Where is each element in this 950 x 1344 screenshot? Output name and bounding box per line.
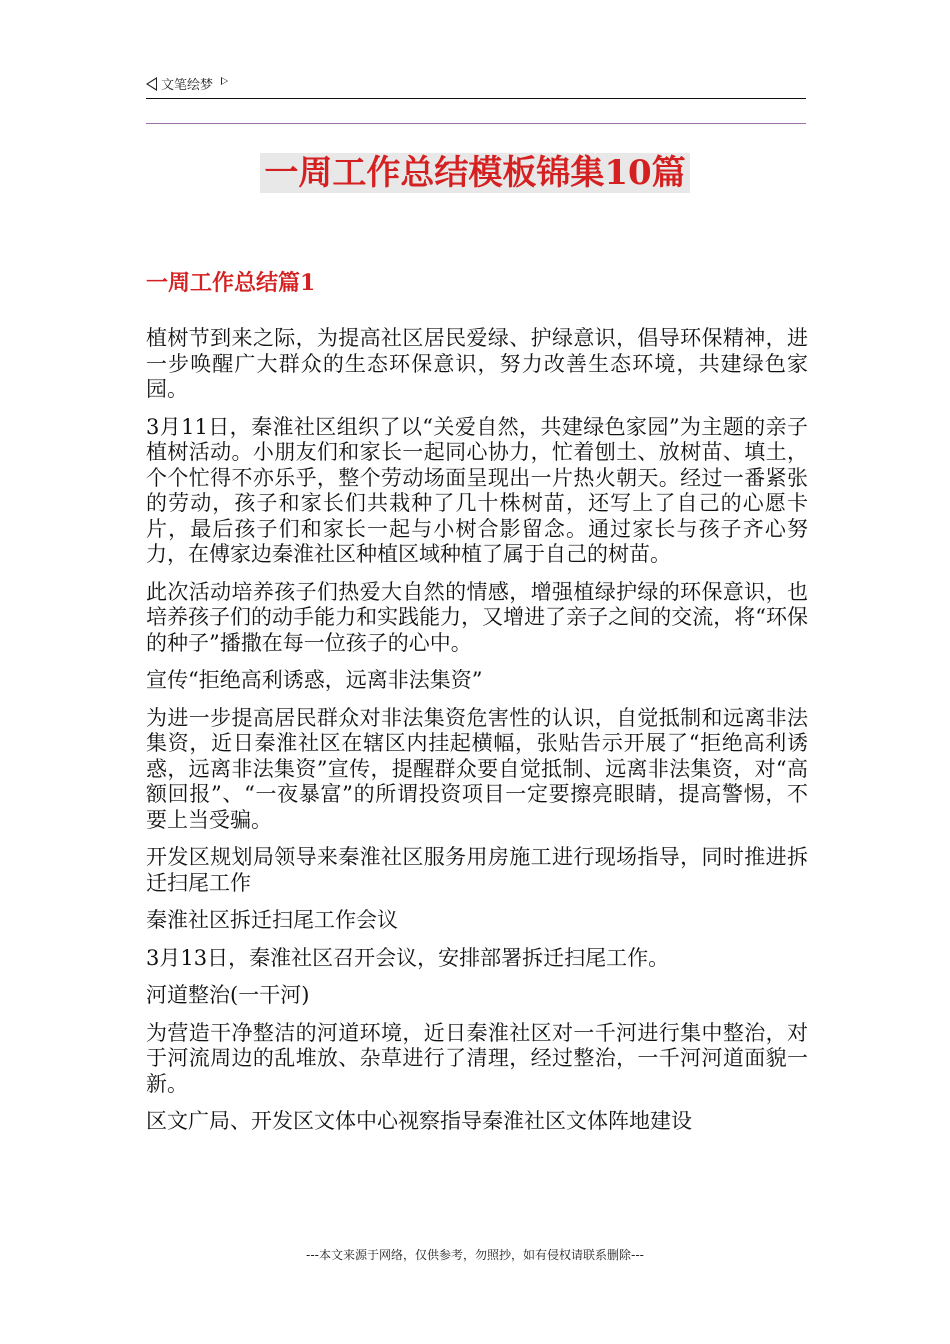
section-heading: 一周工作总结篇1: [146, 270, 316, 296]
page-footer: ---本文来源于网络，仅供参考，勿照抄，如有侵权请联系删除---: [306, 1248, 644, 1262]
paragraph: 区文广局、开发区文体中心视察指导秦淮社区文体阵地建设: [146, 1109, 692, 1133]
body-content: [146, 326, 808, 1147]
paragraph: 宣传“拒绝高利诱惑，远离非法集资”: [146, 668, 483, 692]
title-divider: [146, 123, 806, 124]
document-title-text: 一周工作总结模板锦集10篇: [260, 153, 689, 193]
paragraph: 3月11日，秦淮社区组织了以“关爱自然，共建绿色家园”为主题的亲子植树活动。小朋友们和家长一起同心协力，忙着刨土、放树苗、填土，个个忙得不亦乐乎，整个劳动场面呈现出一片热火朝天。经过一番紧张的劳动，孩子和家长们共栽种了几十株树苗，还写上了自己的心愿卡片，最后孩子们和家长一起与小树合影留念。通过家长与孩子齐心努力，在傅家边秦淮社区种植区域种植了属于自己的树苗。: [146, 414, 808, 566]
paragraph: 为进一步提高居民群众对非法集资危害性的认识，自觉抵制和远离非法集资，近日秦淮社区在辖区内挂起横幅，张贴告示开展了“拒绝高利诱惑，远离非法集资”宣传，提醒群众要自觉抵制、远离非法集资，对“高额回报”、“一夜暴富”的所谓投资项目一定要擦亮眼睛，提高警惕，不要上当受骗。: [146, 705, 808, 832]
header-divider: [146, 98, 806, 99]
paragraph: 秦淮社区拆迁扫尾工作会议: [146, 908, 398, 932]
header-logo-text: 文笔绘梦: [161, 78, 214, 93]
paragraph: 开发区规划局领导来秦淮社区服务用房施工进行现场指导，同时推进拆迁扫尾工作: [146, 845, 808, 895]
triangle-left-icon: [146, 77, 157, 91]
paragraph: 河道整治(一干河): [146, 983, 310, 1007]
document-title: [0, 150, 950, 196]
page-header: [146, 72, 806, 98]
paragraph: 植树节到来之际，为提高社区居民爱绿、护绿意识，倡导环保精神，进一步唤醒广大群众的生态环保意识，努力改善生态环境，共建绿色家园。: [146, 326, 808, 401]
triangle-right-icon: [221, 77, 228, 85]
header-logo: [146, 74, 228, 93]
paragraph: 3月13日，秦淮社区召开会议，安排部署拆迁扫尾工作。: [146, 945, 670, 970]
paragraph: 此次活动培养孩子们热爱大自然的情感，增强植绿护绿的环保意识，也培养孩子们的动手能力和实践能力，又增进了亲子之间的交流，将“环保的种子”播撒在每一位孩子的心中。: [146, 579, 808, 655]
paragraph: 为营造干净整洁的河道环境，近日秦淮社区对一千河进行集中整治，对于河流周边的乱堆放、杂草进行了清理，经过整治，一千河河道面貌一新。: [146, 1020, 808, 1096]
